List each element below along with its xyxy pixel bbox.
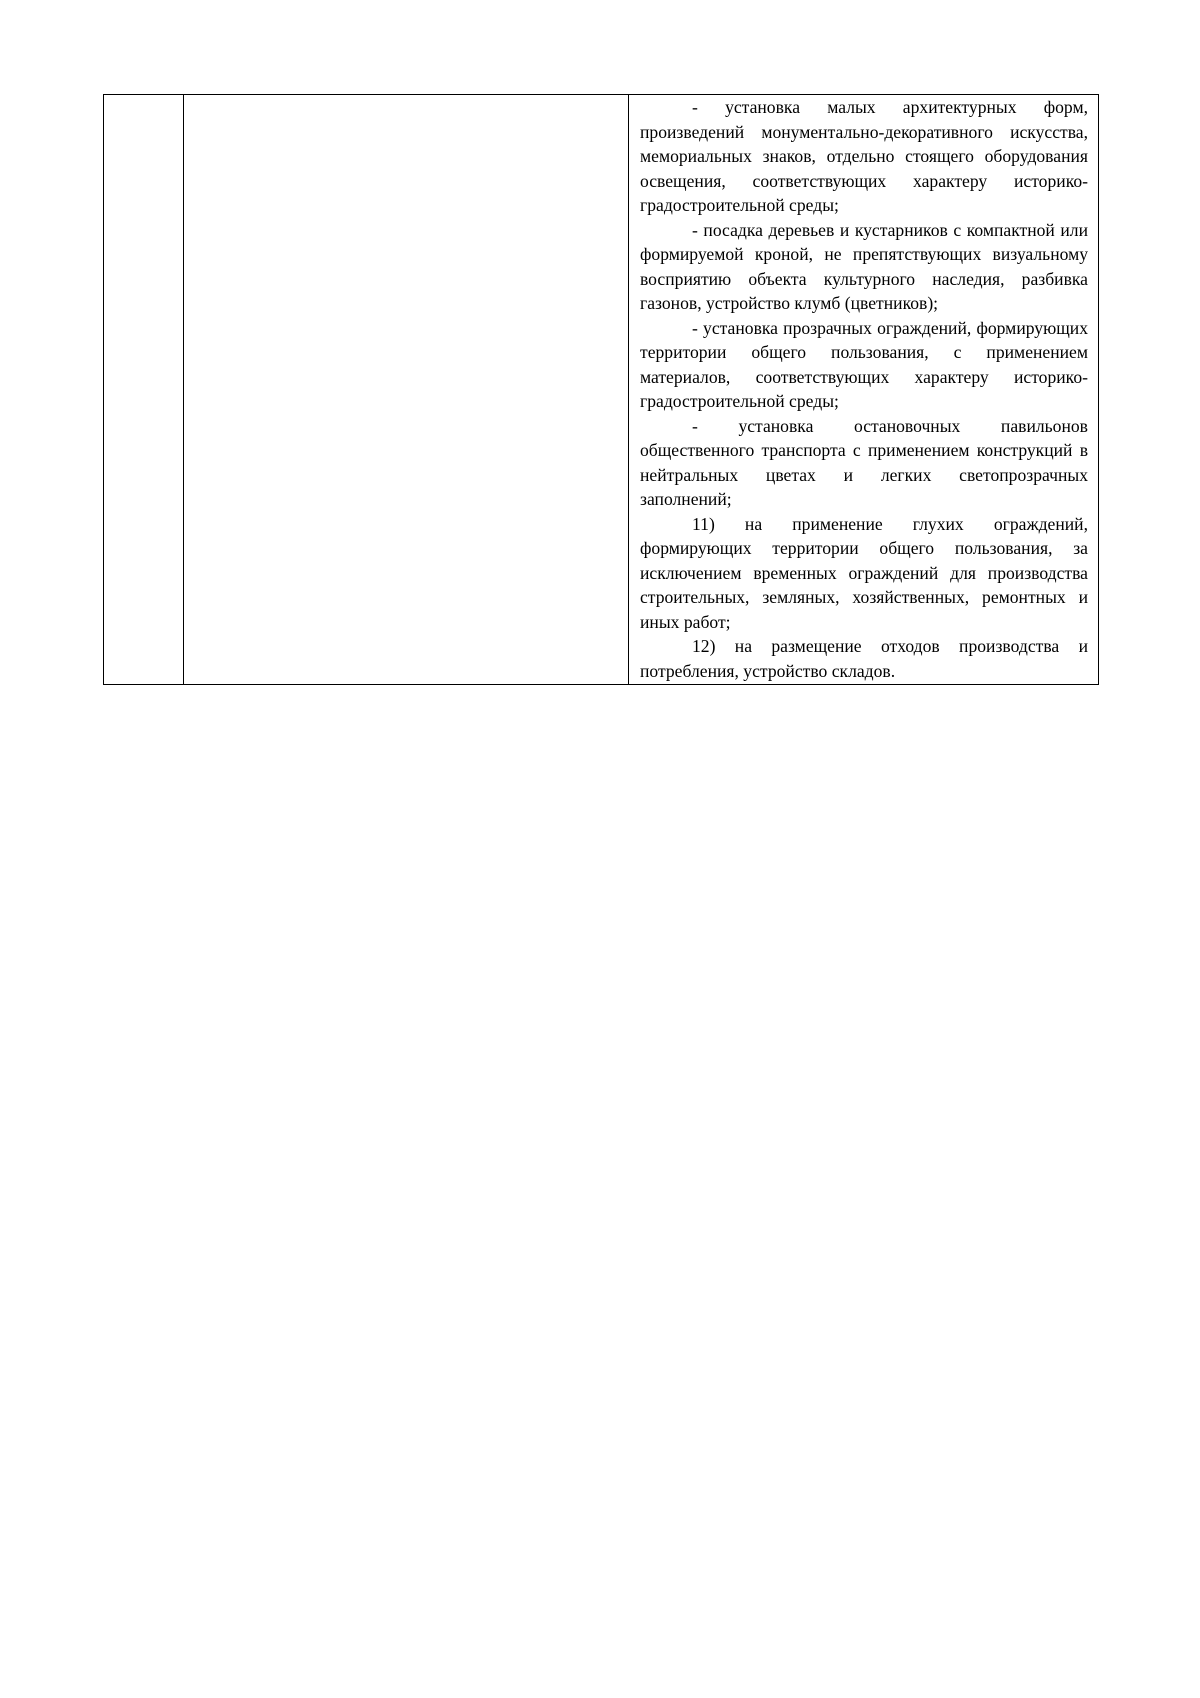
requirements-text <box>629 95 1098 684</box>
table-cell-number <box>104 95 184 685</box>
table-row <box>104 95 1099 685</box>
table-cell-requirements <box>629 95 1099 685</box>
table-cell-description <box>184 95 629 685</box>
paragraph-pavilions: - установка остановочных павильонов общественного транспорта с применением конструкций в нейтральных цветах и легких светопрозрачных заполнений; <box>640 415 1088 509</box>
paragraph-planting: - посадка деревьев и кустарников с компактной или формируемой кроной, не препятствующих визуальному восприятию объекта культурного наследия, разбивка газонов, устройство клумб (цветников); <box>640 219 1088 313</box>
document-table <box>103 94 1099 685</box>
paragraph-small-forms: - установка малых архитектурных форм, произведений монументально-декоративного искусства, мемориальных знаков, отдельно стоящего оборудования освещения, соответствующих характеру историко-градостроительной среды; <box>640 97 1088 215</box>
paragraph-fences: - установка прозрачных ограждений, формирующих территории общего пользования, с применением материалов, соответствующих характеру историко-градостроительной среды; <box>640 317 1088 411</box>
paragraph-item-11: 11) на применение глухих ограждений, формирующих территории общего пользования, за исключением временных ограждений для производства строительных, земляных, хозяйственных, ремонтных и иных работ; <box>640 513 1088 632</box>
paragraph-item-12: 12) на размещение отходов производства и потребления, устройство складов. <box>640 636 1088 681</box>
